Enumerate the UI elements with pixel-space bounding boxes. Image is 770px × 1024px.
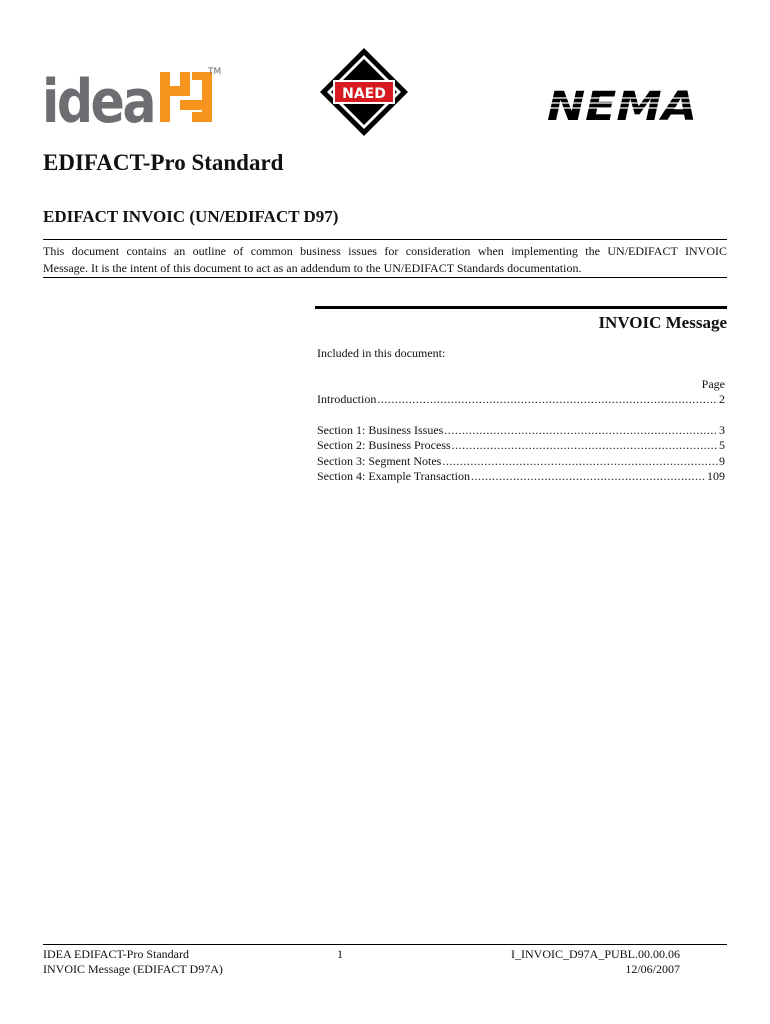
idea-logo-mark: [160, 72, 212, 122]
trademark-text: TM: [208, 67, 222, 77]
nema-logo-text: NEMA: [547, 86, 697, 124]
naed-logo-text: NAED: [342, 86, 386, 102]
toc-dot-leader: [471, 469, 706, 485]
toc-dot-leader: [444, 423, 718, 439]
naed-logo: [318, 46, 410, 138]
intro-bottom-rule: [43, 277, 727, 278]
intro-line-1: This document contains an outline of common business issues for consideration when implementing the UN/EDIFACT INVOIC: [43, 244, 727, 258]
toc-dot-leader: [377, 392, 718, 408]
intro-paragraph: [43, 243, 727, 277]
toc-entry-page: 2: [719, 392, 725, 406]
table-of-contents: [317, 392, 725, 485]
footer-message-name: INVOIC Message (EDIFACT D97A): [43, 962, 223, 976]
nema-logo: [545, 86, 700, 124]
toc-entry-section-1[interactable]: [317, 423, 725, 439]
toc-heading: INVOIC Message: [598, 313, 727, 332]
document-title: EDIFACT-Pro Standard: [43, 150, 284, 175]
toc-dot-leader: [452, 438, 718, 454]
toc-entry-label: Section 4: Example Transaction: [317, 469, 470, 483]
footer-document-name: IDEA EDIFACT-Pro Standard: [43, 947, 189, 961]
toc-entry-label: Section 1: Business Issues: [317, 422, 444, 437]
footer-date: 12/06/2007: [625, 962, 680, 976]
toc-page-column-label: Page: [701, 377, 725, 391]
toc-included-label: Included in this document:: [317, 346, 446, 360]
toc-entry-label: Section 2: Business Process: [317, 438, 451, 452]
toc-entry-page: 109: [707, 469, 725, 483]
toc-entry-page: 3: [719, 422, 725, 437]
toc-entry-section-3[interactable]: [317, 454, 725, 470]
footer-right: [480, 947, 680, 977]
footer-file-id: I_INVOIC_D97A_PUBL.00.00.06: [511, 947, 680, 961]
toc-entry-label: Section 3: Segment Notes: [317, 453, 442, 468]
toc-entry-label: Introduction: [317, 392, 377, 406]
idea-logo-text: idea: [42, 67, 154, 126]
footer-left: [43, 947, 223, 977]
toc-entry-section-2[interactable]: [317, 438, 725, 454]
toc-entry-section-4[interactable]: [317, 469, 725, 485]
toc-entry-introduction[interactable]: [317, 392, 725, 408]
idea-logo: [42, 64, 222, 126]
toc-entry-page: 5: [719, 438, 725, 452]
intro-line-2: Message. It is the intent of this document to act as an addendum to the UN/EDIFACT Standards documentation.: [43, 261, 582, 275]
footer-page-number: 1: [337, 947, 343, 961]
intro-top-rule: [43, 239, 727, 240]
footer-rule: [43, 944, 727, 945]
document-subtitle: EDIFACT INVOIC (UN/EDIFACT D97): [43, 207, 339, 226]
toc-heading-bar: [315, 306, 727, 309]
toc-entry-page: 9: [719, 453, 725, 468]
toc-dot-leader: [442, 454, 718, 470]
